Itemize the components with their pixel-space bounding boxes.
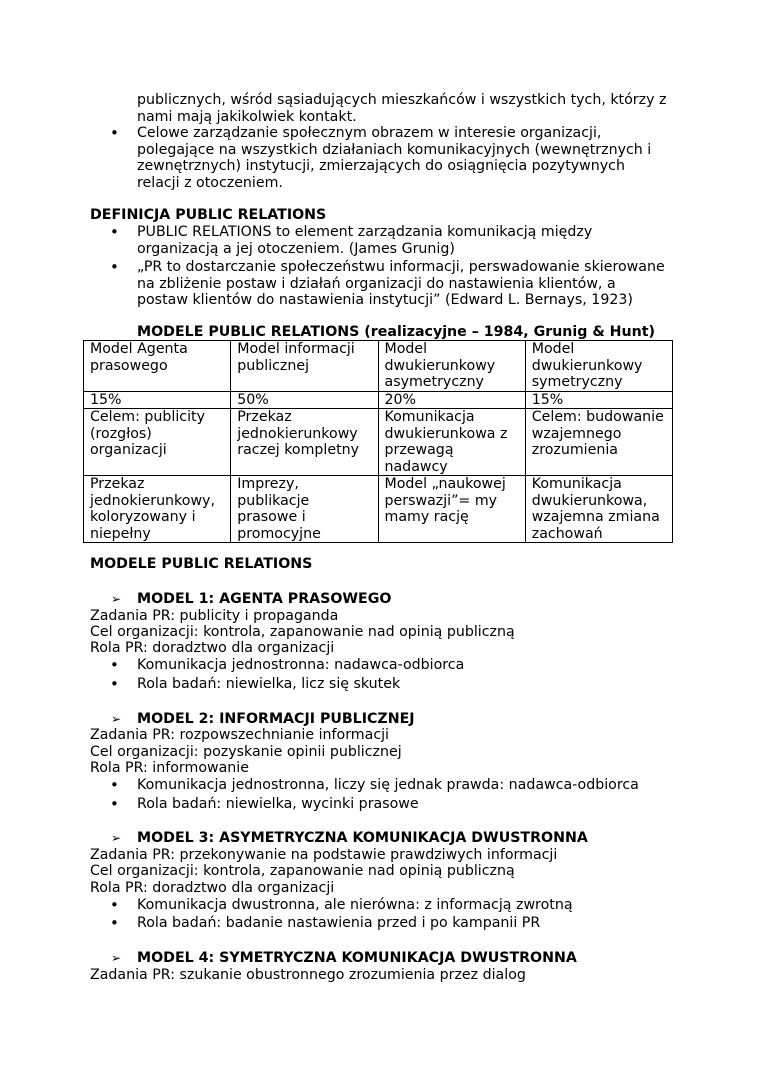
model-line: Rola PR: doradztwo dla organizacji [90,880,335,896]
table-cell: Model informacji publicznej [231,341,378,392]
bullet-icon: • [110,258,119,276]
model-line: Rola PR: informowanie [90,760,249,776]
table-row [84,476,673,543]
table-cell: Komunikacja dwukierunkowa z przewagą nadawcy [378,409,525,476]
bullet-icon: • [110,896,119,914]
intro-continuation: publicznych, wśród sąsiadujących mieszkańców i wszystkich tych, którzy z nami mają jakikolwiek kontakt. [137,92,667,125]
bullet-icon: • [110,124,119,142]
table-row [84,391,673,409]
table-row [84,409,673,476]
model-bullet-text: Komunikacja jednostronna: nadawca-odbiorca [137,657,465,673]
bullet-icon: • [110,656,119,674]
table-cell: 50% [231,391,378,409]
model-line: Zadania PR: rozpowszechnianie informacji [90,727,390,743]
models-table [83,340,673,543]
bullet-icon: • [110,223,119,241]
table-cell: Przekaz jednokierunkowy raczej kompletny [231,409,378,476]
definition-item-text: PUBLIC RELATIONS to element zarządzania komunikacją między organizacją a jej otoczeniem. (James Grunig) [137,224,593,257]
model-line: Rola PR: doradztwo dla organizacji [90,640,335,656]
table-cell: Celem: budowanie wzajemnego zrozumienia [525,409,672,476]
model-line: Zadania PR: szukanie obustronnego zrozumienia przez dialog [90,967,526,983]
bullet-icon: • [110,675,119,693]
model-title: MODEL 1: AGENTA PRASOWEGO [137,591,392,607]
table-cell: Model dwukierunkowy asymetryczny [378,341,525,392]
arrow-icon: ➢ [111,951,122,965]
table-cell: Imprezy, publikacje prasowe i promocyjne [231,476,378,543]
model-bullet-text: Rola badań: niewielka, wycinki prasowe [137,796,419,812]
model-line: Zadania PR: publicity i propaganda [90,608,339,624]
model-bullet-text: Komunikacja jednostronna, liczy się jednak prawda: nadawca-odbiorca [137,777,639,793]
model-title: MODEL 3: ASYMETRYCZNA KOMUNIKACJA DWUSTRONNA [137,830,588,846]
model-line: Cel organizacji: pozyskanie opinii publicznej [90,744,402,760]
table-cell: 20% [378,391,525,409]
arrow-icon: ➢ [111,831,122,845]
table-title: MODELE PUBLIC RELATIONS (realizacyjne – 1984, Grunig & Hunt) [137,324,656,340]
table-cell: Celem: publicity (rozgłos) organizacji [84,409,231,476]
bullet-icon: • [110,776,119,794]
model-line: Cel organizacji: kontrola, zapanowanie nad opinią publiczną [90,863,515,879]
table-cell: Model Agenta prasowego [84,341,231,392]
model-bullet-text: Rola badań: badanie nastawienia przed i po kampanii PR [137,915,541,931]
arrow-icon: ➢ [111,592,122,606]
models-heading: MODELE PUBLIC RELATIONS [90,556,313,572]
model-line: Cel organizacji: kontrola, zapanowanie nad opinią publiczną [90,624,515,640]
table-cell: Model „naukowej perswazji”= my mamy rację [378,476,525,543]
table-cell: Model dwukierunkowy symetryczny [525,341,672,392]
bullet-icon: • [110,795,119,813]
table-cell: Komunikacja dwukierunkowa, wzajemna zmiana zachowań [525,476,672,543]
table-cell: 15% [525,391,672,409]
table-cell: Przekaz jednokierunkowy, koloryzowany i niepełny [84,476,231,543]
definition-heading: DEFINICJA PUBLIC RELATIONS [90,207,327,223]
table-cell: 15% [84,391,231,409]
model-title: MODEL 2: INFORMACJI PUBLICZNEJ [137,711,415,727]
definition-item-text: „PR to dostarczanie społeczeństwu informacji, perswadowanie skierowane na zbliżenie postaw i działań organizacji do nastawienia klientów, a postaw klientów do nastawienia instytucji” (Edward L. Bernays, 1923) [137,259,665,308]
table-row [84,341,673,392]
arrow-icon: ➢ [111,712,122,726]
model-title: MODEL 4: SYMETRYCZNA KOMUNIKACJA DWUSTRONNA [137,950,577,966]
model-line: Zadania PR: przekonywanie na podstawie prawdziwych informacji [90,847,558,863]
intro-bullet-text: Celowe zarządzanie społecznym obrazem w interesie organizacji, polegające na wszystkich działaniach komunikacyjnych (wewnętrznych i zewnętrznych) instytucji, zmierzających do osiągnięcia pozytywnych relacji z otoczeniem. [137,125,652,191]
model-bullet-text: Komunikacja dwustronna, ale nierówna: z informacją zwrotną [137,897,573,913]
bullet-icon: • [110,914,119,932]
model-bullet-text: Rola badań: niewielka, licz się skutek [137,676,401,692]
